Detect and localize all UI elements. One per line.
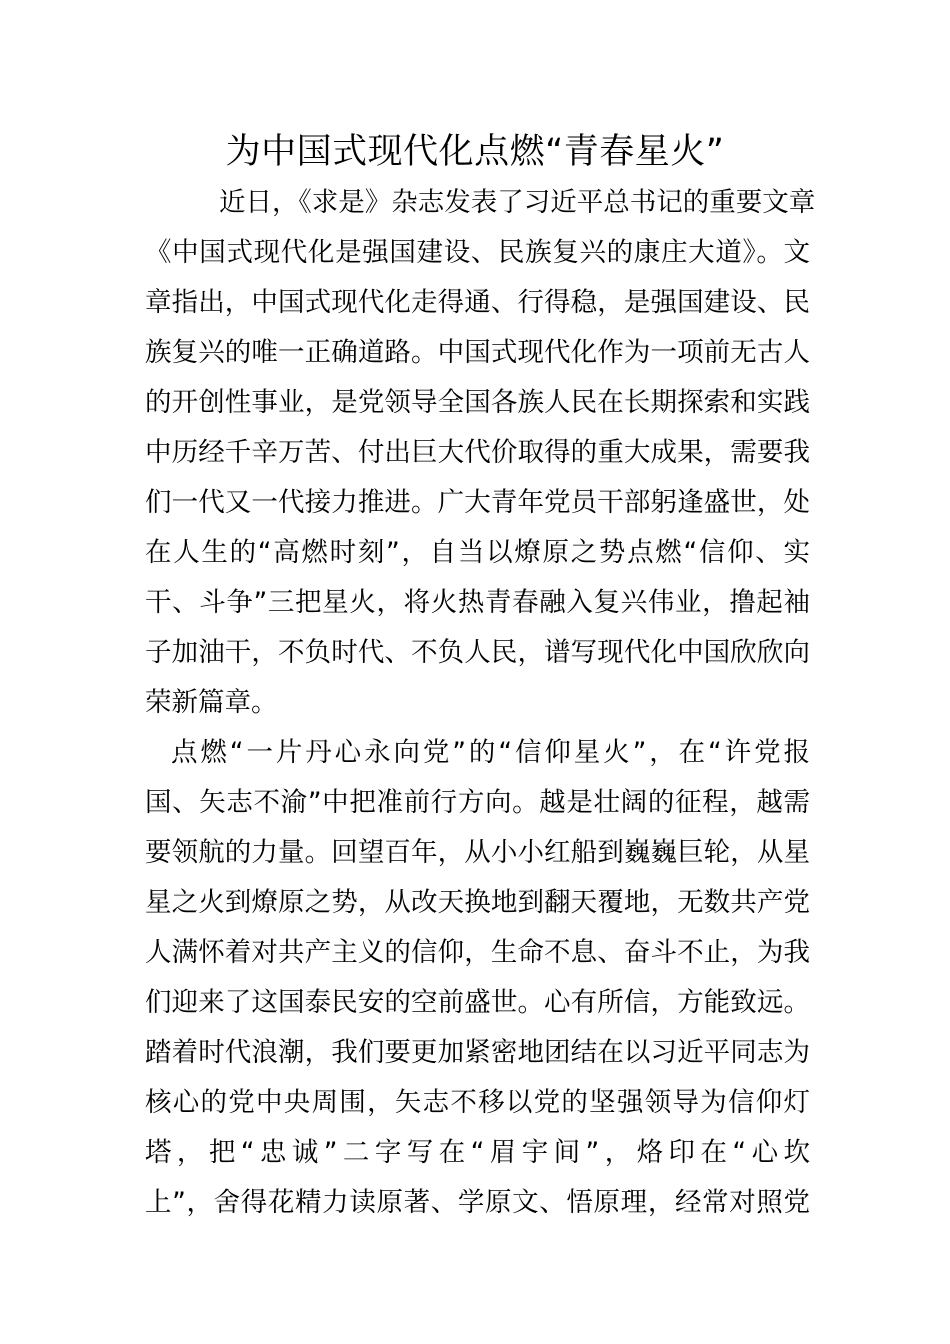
text-line: 人满怀着对共产主义的信仰，生命不息、奋斗不止，为我: [145, 937, 810, 968]
document-body: [145, 178, 816, 1228]
text-line: 族复兴的唯一正确道路。中国式现代化作为一项前无古人: [145, 337, 810, 368]
text-line: 干、斗争”三把星火，将火热青春融入复兴伟业，撸起袖: [145, 587, 810, 618]
paragraph-1: [145, 178, 816, 728]
text-line: 点燃“一片丹心永向党”的“信仰星火”，在“许党报: [171, 737, 810, 768]
text-line: 在人生的“高燃时刻”，自当以燎原之势点燃“信仰、实: [145, 537, 810, 568]
document-title: 为中国式现代化点燃“青春星火”: [225, 132, 725, 172]
paragraph-2: [145, 728, 810, 1228]
text-line: 要领航的力量。回望百年，从小小红船到巍巍巨轮，从星: [145, 837, 810, 868]
text-line: 《中国式现代化是强国建设、民族复兴的康庄大道》。文: [145, 237, 810, 268]
text-line: 近日，《求是》杂志发表了习近平总书记的重要文章: [219, 187, 816, 218]
text-line: 章指出，中国式现代化走得通、行得稳，是强国建设、民: [145, 287, 810, 318]
text-line: 上”，舍得花精力读原著、学原文、悟原理，经常对照党: [145, 1187, 810, 1218]
text-line: 的开创性事业，是党领导全国各族人民在长期探索和实践: [145, 387, 810, 418]
text-line: 踏着时代浪潮，我们要更加紧密地团结在以习近平同志为: [145, 1037, 810, 1068]
text-line: 荣新篇章。: [145, 687, 278, 718]
text-line: 子加油干，不负时代、不负人民，谱写现代化中国欣欣向: [145, 637, 810, 668]
text-line: 中历经千辛万苦、付出巨大代价取得的重大成果，需要我: [145, 437, 810, 468]
text-line: 国、矢志不渝”中把准前行方向。越是壮阔的征程，越需: [145, 787, 810, 818]
text-line: 塔，把“忠诚”二字写在“眉宇间”，烙印在“心坎: [145, 1137, 810, 1168]
text-line: 们迎来了这国泰民安的空前盛世。心有所信，方能致远。: [145, 987, 810, 1018]
text-line: 们一代又一代接力推进。广大青年党员干部躬逢盛世，处: [145, 487, 810, 518]
text-line: 核心的党中央周围，矢志不移以党的坚强领导为信仰灯: [145, 1087, 810, 1118]
text-line: 星之火到燎原之势，从改天换地到翻天覆地，无数共产党: [145, 887, 810, 918]
